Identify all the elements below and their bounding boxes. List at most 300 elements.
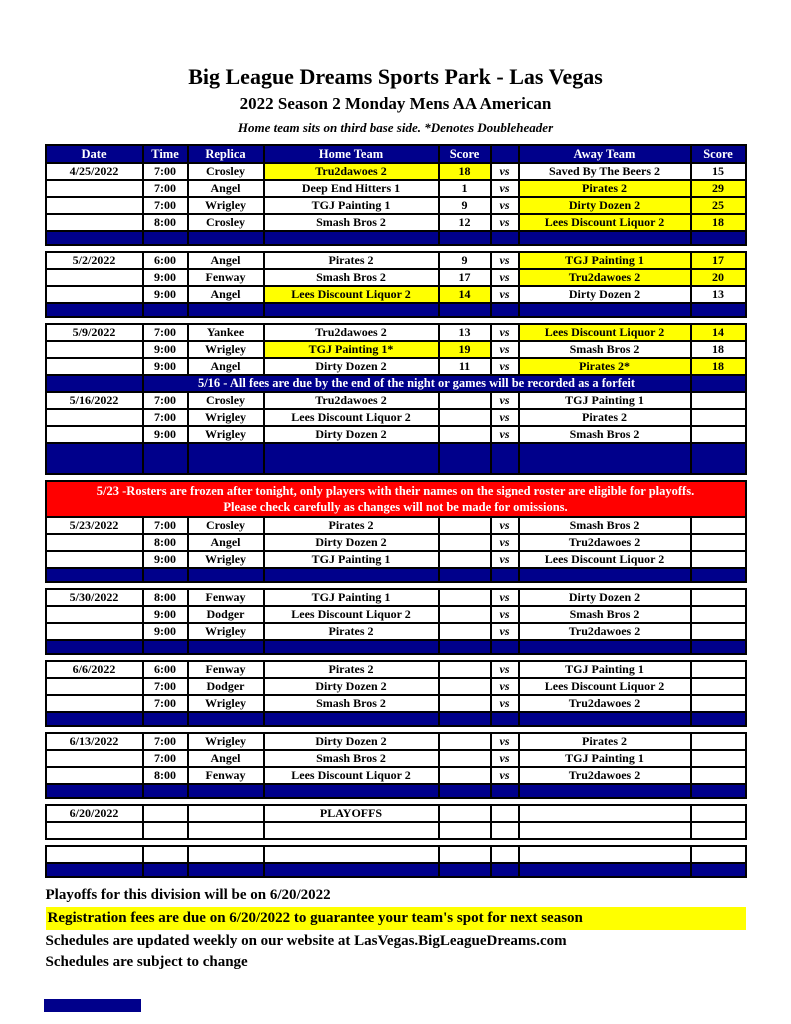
separator-cell (439, 231, 491, 245)
home-score-cell (439, 822, 491, 839)
fees-notice-row (46, 375, 746, 392)
separator-cell (491, 863, 519, 877)
away-team-cell: TGJ Painting 1 (519, 750, 691, 767)
time-cell (143, 805, 188, 822)
time-cell: 6:00 (143, 661, 188, 678)
away-team-cell (519, 822, 691, 839)
home-score-cell (439, 392, 491, 409)
separator-cell (491, 443, 519, 474)
home-score-cell: 1 (439, 180, 491, 197)
away-score-cell (691, 589, 746, 606)
separator-cell (264, 784, 439, 798)
footer (46, 885, 746, 973)
home-team-cell: Lees Discount Liquor 2 (264, 767, 439, 784)
home-score-cell (439, 534, 491, 551)
date-cell (46, 678, 143, 695)
game-row (46, 269, 746, 286)
away-team-cell: Dirty Dozen 2 (519, 286, 691, 303)
away-score-cell (691, 695, 746, 712)
away-team-cell: Smash Bros 2 (519, 426, 691, 443)
away-team-cell: Lees Discount Liquor 2 (519, 214, 691, 231)
home-team-cell: Pirates 2 (264, 517, 439, 534)
game-row (46, 733, 746, 750)
time-cell: 7:00 (143, 695, 188, 712)
home-score-cell (439, 678, 491, 695)
separator-cell (143, 303, 188, 317)
date-cell (46, 822, 143, 839)
separator-cell (264, 640, 439, 654)
separator-cell (188, 443, 264, 474)
separator-cell (264, 712, 439, 726)
separator-cell (491, 303, 519, 317)
away-score-cell: 29 (691, 180, 746, 197)
spacer-row (46, 798, 746, 805)
away-score-cell (691, 733, 746, 750)
time-cell: 7:00 (143, 163, 188, 180)
separator-cell (691, 443, 746, 474)
away-team-cell: Pirates 2 (519, 409, 691, 426)
separator-row (46, 712, 746, 726)
game-row (46, 341, 746, 358)
away-score-cell: 13 (691, 286, 746, 303)
replica-cell: Angel (188, 252, 264, 269)
game-row (46, 589, 746, 606)
separator-cell (439, 303, 491, 317)
time-cell: 6:00 (143, 252, 188, 269)
replica-cell: Fenway (188, 661, 264, 678)
replica-cell: Dodger (188, 678, 264, 695)
home-team-cell: Pirates 2 (264, 252, 439, 269)
home-team-cell: Pirates 2 (264, 623, 439, 640)
away-score-cell: 25 (691, 197, 746, 214)
time-cell: 7:00 (143, 197, 188, 214)
notice-right-cell (691, 375, 746, 392)
replica-cell: Angel (188, 750, 264, 767)
replica-cell: Wrigley (188, 341, 264, 358)
home-score-cell (439, 750, 491, 767)
date-cell (46, 180, 143, 197)
separator-cell (46, 443, 143, 474)
date-cell (46, 623, 143, 640)
away-score-cell (691, 551, 746, 568)
separator-cell (143, 784, 188, 798)
time-cell: 9:00 (143, 623, 188, 640)
separator-row (46, 568, 746, 582)
separator-cell (691, 303, 746, 317)
game-row (46, 163, 746, 180)
column-header-away-team: Away Team (519, 145, 691, 163)
column-header-vs (491, 145, 519, 163)
separator-cell (491, 784, 519, 798)
footer-subject-to-change-note: Schedules are subject to change (45, 954, 248, 970)
separator-cell (439, 568, 491, 582)
away-team-cell (519, 805, 691, 822)
replica-cell: Fenway (188, 767, 264, 784)
away-score-cell (691, 623, 746, 640)
date-cell (46, 551, 143, 568)
column-header-home-score: Score (439, 145, 491, 163)
spacer-row (46, 839, 746, 846)
separator-cell (46, 712, 143, 726)
separator-row (46, 303, 746, 317)
replica-cell: Fenway (188, 269, 264, 286)
replica-cell (188, 822, 264, 839)
home-team-cell: Dirty Dozen 2 (264, 426, 439, 443)
home-score-cell: 17 (439, 269, 491, 286)
separator-row (46, 640, 746, 654)
separator-cell (188, 784, 264, 798)
vs-cell: vs (491, 252, 519, 269)
date-cell (46, 358, 143, 375)
away-team-cell: Tru2dawoes 2 (519, 623, 691, 640)
home-score-cell: 18 (439, 163, 491, 180)
home-score-cell (439, 733, 491, 750)
footer-registration-note: Registration fees are due on 6/20/2022 to guarantee your team's spot for next season (46, 907, 746, 930)
footer-playoffs-note: Playoffs for this division will be on 6/20/2022 (45, 887, 331, 903)
separator-cell (439, 712, 491, 726)
home-score-cell: 13 (439, 324, 491, 341)
away-team-cell: Tru2dawoes 2 (519, 534, 691, 551)
time-cell: 9:00 (143, 358, 188, 375)
roster-banner-cell (46, 481, 746, 517)
spacer-cell (46, 726, 746, 733)
separator-cell (46, 568, 143, 582)
page-subtitle: 2022 Season 2 Monday Mens AA American (239, 94, 552, 113)
replica-cell: Dodger (188, 606, 264, 623)
game-row (46, 180, 746, 197)
home-score-cell (439, 695, 491, 712)
spacer-row (46, 317, 746, 324)
away-score-cell: 18 (691, 358, 746, 375)
separator-cell (519, 712, 691, 726)
roster-banner-row (46, 481, 746, 517)
time-cell (143, 822, 188, 839)
time-cell (143, 846, 188, 863)
time-cell: 7:00 (143, 517, 188, 534)
bottom-blue-bar (44, 999, 141, 1012)
separator-row (46, 231, 746, 245)
time-cell: 9:00 (143, 551, 188, 568)
replica-cell: Angel (188, 286, 264, 303)
date-cell (46, 214, 143, 231)
home-team-cell: TGJ Painting 1 (264, 197, 439, 214)
replica-cell: Wrigley (188, 409, 264, 426)
date-cell (46, 606, 143, 623)
separator-cell (691, 712, 746, 726)
separator-cell (691, 863, 746, 877)
vs-cell: vs (491, 269, 519, 286)
separator-cell (46, 863, 143, 877)
table-header-row (46, 145, 746, 163)
game-row (46, 426, 746, 443)
separator-cell (46, 784, 143, 798)
home-team-cell: Pirates 2 (264, 661, 439, 678)
separator-row (46, 443, 746, 474)
spacer-cell (46, 317, 746, 324)
away-team-cell: TGJ Painting 1 (519, 392, 691, 409)
column-header-date: Date (46, 145, 143, 163)
away-score-cell (691, 846, 746, 863)
away-score-cell (691, 392, 746, 409)
time-cell: 7:00 (143, 409, 188, 426)
separator-cell (188, 640, 264, 654)
home-team-cell: PLAYOFFS (264, 805, 439, 822)
away-score-cell (691, 409, 746, 426)
time-cell: 7:00 (143, 180, 188, 197)
away-score-cell: 20 (691, 269, 746, 286)
time-cell: 8:00 (143, 767, 188, 784)
away-team-cell: Smash Bros 2 (519, 517, 691, 534)
game-row (46, 805, 746, 822)
column-header-replica: Replica (188, 145, 264, 163)
game-row (46, 252, 746, 269)
replica-cell: Wrigley (188, 733, 264, 750)
home-score-cell (439, 409, 491, 426)
separator-cell (143, 231, 188, 245)
game-row (46, 392, 746, 409)
roster-banner-line-1: 5/23 -Rosters are frozen after tonight, only players with their names on the signed roster are eligible for playoffs. (96, 484, 695, 498)
home-score-cell: 11 (439, 358, 491, 375)
separator-cell (519, 443, 691, 474)
date-cell (46, 341, 143, 358)
home-team-cell: Smash Bros 2 (264, 750, 439, 767)
game-row (46, 551, 746, 568)
date-cell (46, 286, 143, 303)
separator-cell (491, 231, 519, 245)
vs-cell: vs (491, 324, 519, 341)
home-team-cell: Smash Bros 2 (264, 269, 439, 286)
time-cell: 8:00 (143, 534, 188, 551)
home-score-cell (439, 846, 491, 863)
time-cell: 7:00 (143, 324, 188, 341)
vs-cell: vs (491, 733, 519, 750)
home-team-cell: Tru2dawoes 2 (264, 392, 439, 409)
replica-cell: Crosley (188, 163, 264, 180)
separator-cell (519, 784, 691, 798)
spacer-cell (46, 654, 746, 661)
home-score-cell (439, 551, 491, 568)
separator-cell (691, 568, 746, 582)
separator-cell (519, 231, 691, 245)
date-cell: 5/2/2022 (46, 252, 143, 269)
replica-cell: Angel (188, 180, 264, 197)
away-score-cell: 18 (691, 214, 746, 231)
away-team-cell (519, 846, 691, 863)
time-cell: 9:00 (143, 426, 188, 443)
replica-cell: Crosley (188, 517, 264, 534)
date-cell: 6/6/2022 (46, 661, 143, 678)
home-score-cell: 14 (439, 286, 491, 303)
vs-cell: vs (491, 341, 519, 358)
vs-cell: vs (491, 678, 519, 695)
away-team-cell: Dirty Dozen 2 (519, 589, 691, 606)
vs-cell: vs (491, 606, 519, 623)
home-team-cell: Lees Discount Liquor 2 (264, 286, 439, 303)
date-cell (46, 846, 143, 863)
separator-cell (691, 231, 746, 245)
column-header-home-team: Home Team (264, 145, 439, 163)
schedule-table (45, 144, 747, 878)
home-score-cell (439, 517, 491, 534)
vs-cell: vs (491, 534, 519, 551)
vs-cell: vs (491, 426, 519, 443)
separator-cell (143, 443, 188, 474)
home-team-cell: TGJ Painting 1 (264, 551, 439, 568)
date-cell (46, 695, 143, 712)
away-score-cell (691, 678, 746, 695)
date-cell: 6/13/2022 (46, 733, 143, 750)
replica-cell: Wrigley (188, 623, 264, 640)
separator-cell (188, 863, 264, 877)
separator-cell (188, 568, 264, 582)
game-row (46, 534, 746, 551)
away-team-cell: Tru2dawoes 2 (519, 695, 691, 712)
separator-cell (264, 568, 439, 582)
spacer-cell (46, 245, 746, 252)
time-cell: 7:00 (143, 750, 188, 767)
separator-cell (143, 568, 188, 582)
separator-cell (691, 784, 746, 798)
home-team-cell: Dirty Dozen 2 (264, 678, 439, 695)
date-cell: 5/23/2022 (46, 517, 143, 534)
game-row (46, 695, 746, 712)
vs-cell (491, 822, 519, 839)
vs-cell: vs (491, 163, 519, 180)
away-score-cell: 15 (691, 163, 746, 180)
home-score-cell (439, 606, 491, 623)
separator-cell (519, 303, 691, 317)
vs-cell: vs (491, 767, 519, 784)
separator-cell (491, 568, 519, 582)
away-team-cell: Tru2dawoes 2 (519, 269, 691, 286)
separator-cell (519, 568, 691, 582)
away-score-cell (691, 805, 746, 822)
vs-cell: vs (491, 623, 519, 640)
away-score-cell (691, 606, 746, 623)
away-team-cell: Lees Discount Liquor 2 (519, 551, 691, 568)
home-score-cell (439, 589, 491, 606)
separator-cell (439, 640, 491, 654)
date-cell (46, 750, 143, 767)
home-score-cell (439, 426, 491, 443)
separator-cell (188, 712, 264, 726)
separator-cell (439, 863, 491, 877)
game-row (46, 358, 746, 375)
vs-cell: vs (491, 750, 519, 767)
time-cell: 7:00 (143, 733, 188, 750)
away-score-cell: 14 (691, 324, 746, 341)
home-score-cell (439, 767, 491, 784)
game-row (46, 606, 746, 623)
separator-cell (143, 863, 188, 877)
game-row (46, 767, 746, 784)
vs-cell: vs (491, 286, 519, 303)
separator-cell (264, 303, 439, 317)
separator-cell (143, 640, 188, 654)
game-row (46, 846, 746, 863)
away-team-cell: Lees Discount Liquor 2 (519, 324, 691, 341)
home-team-cell: Lees Discount Liquor 2 (264, 606, 439, 623)
away-team-cell: Pirates 2* (519, 358, 691, 375)
away-score-cell (691, 750, 746, 767)
time-cell: 7:00 (143, 392, 188, 409)
separator-cell (439, 784, 491, 798)
separator-cell (439, 443, 491, 474)
spacer-cell (46, 798, 746, 805)
separator-cell (46, 231, 143, 245)
home-team-cell (264, 822, 439, 839)
away-score-cell (691, 534, 746, 551)
column-header-time: Time (143, 145, 188, 163)
replica-cell: Crosley (188, 392, 264, 409)
game-row (46, 661, 746, 678)
vs-cell (491, 805, 519, 822)
column-header-away-score: Score (691, 145, 746, 163)
replica-cell: Crosley (188, 214, 264, 231)
replica-cell: Angel (188, 358, 264, 375)
spacer-cell (46, 474, 746, 481)
away-team-cell: Tru2dawoes 2 (519, 767, 691, 784)
spacer-row (46, 582, 746, 589)
vs-cell: vs (491, 589, 519, 606)
home-team-cell: Dirty Dozen 2 (264, 733, 439, 750)
vs-cell: vs (491, 214, 519, 231)
away-score-cell (691, 426, 746, 443)
home-team-cell (264, 846, 439, 863)
separator-cell (264, 863, 439, 877)
spacer-row (46, 474, 746, 481)
separator-row (46, 863, 746, 877)
replica-cell: Yankee (188, 324, 264, 341)
away-team-cell: Smash Bros 2 (519, 606, 691, 623)
game-row (46, 623, 746, 640)
separator-cell (264, 443, 439, 474)
schedule-table-body (46, 163, 746, 877)
home-team-cell: Deep End Hitters 1 (264, 180, 439, 197)
vs-cell (491, 846, 519, 863)
game-row (46, 409, 746, 426)
away-score-cell (691, 661, 746, 678)
home-score-cell: 9 (439, 252, 491, 269)
spacer-cell (46, 582, 746, 589)
roster-banner-line-2: Please check carefully as changes will not be made for omissions. (223, 500, 568, 514)
date-cell: 5/9/2022 (46, 324, 143, 341)
separator-cell (491, 712, 519, 726)
vs-cell: vs (491, 517, 519, 534)
away-team-cell: Saved By The Beers 2 (519, 163, 691, 180)
home-team-cell: Lees Discount Liquor 2 (264, 409, 439, 426)
home-score-cell (439, 805, 491, 822)
away-team-cell: Dirty Dozen 2 (519, 197, 691, 214)
vs-cell: vs (491, 197, 519, 214)
home-score-cell: 9 (439, 197, 491, 214)
vs-cell: vs (491, 392, 519, 409)
replica-cell: Angel (188, 534, 264, 551)
date-cell (46, 269, 143, 286)
game-row (46, 197, 746, 214)
home-team-cell: Tru2dawoes 2 (264, 324, 439, 341)
replica-cell: Fenway (188, 589, 264, 606)
away-team-cell: Pirates 2 (519, 180, 691, 197)
date-cell: 4/25/2022 (46, 163, 143, 180)
game-row (46, 214, 746, 231)
home-score-cell: 19 (439, 341, 491, 358)
replica-cell: Wrigley (188, 551, 264, 568)
away-team-cell: Pirates 2 (519, 733, 691, 750)
home-team-cell: Tru2dawoes 2 (264, 163, 439, 180)
date-cell (46, 197, 143, 214)
separator-cell (143, 712, 188, 726)
